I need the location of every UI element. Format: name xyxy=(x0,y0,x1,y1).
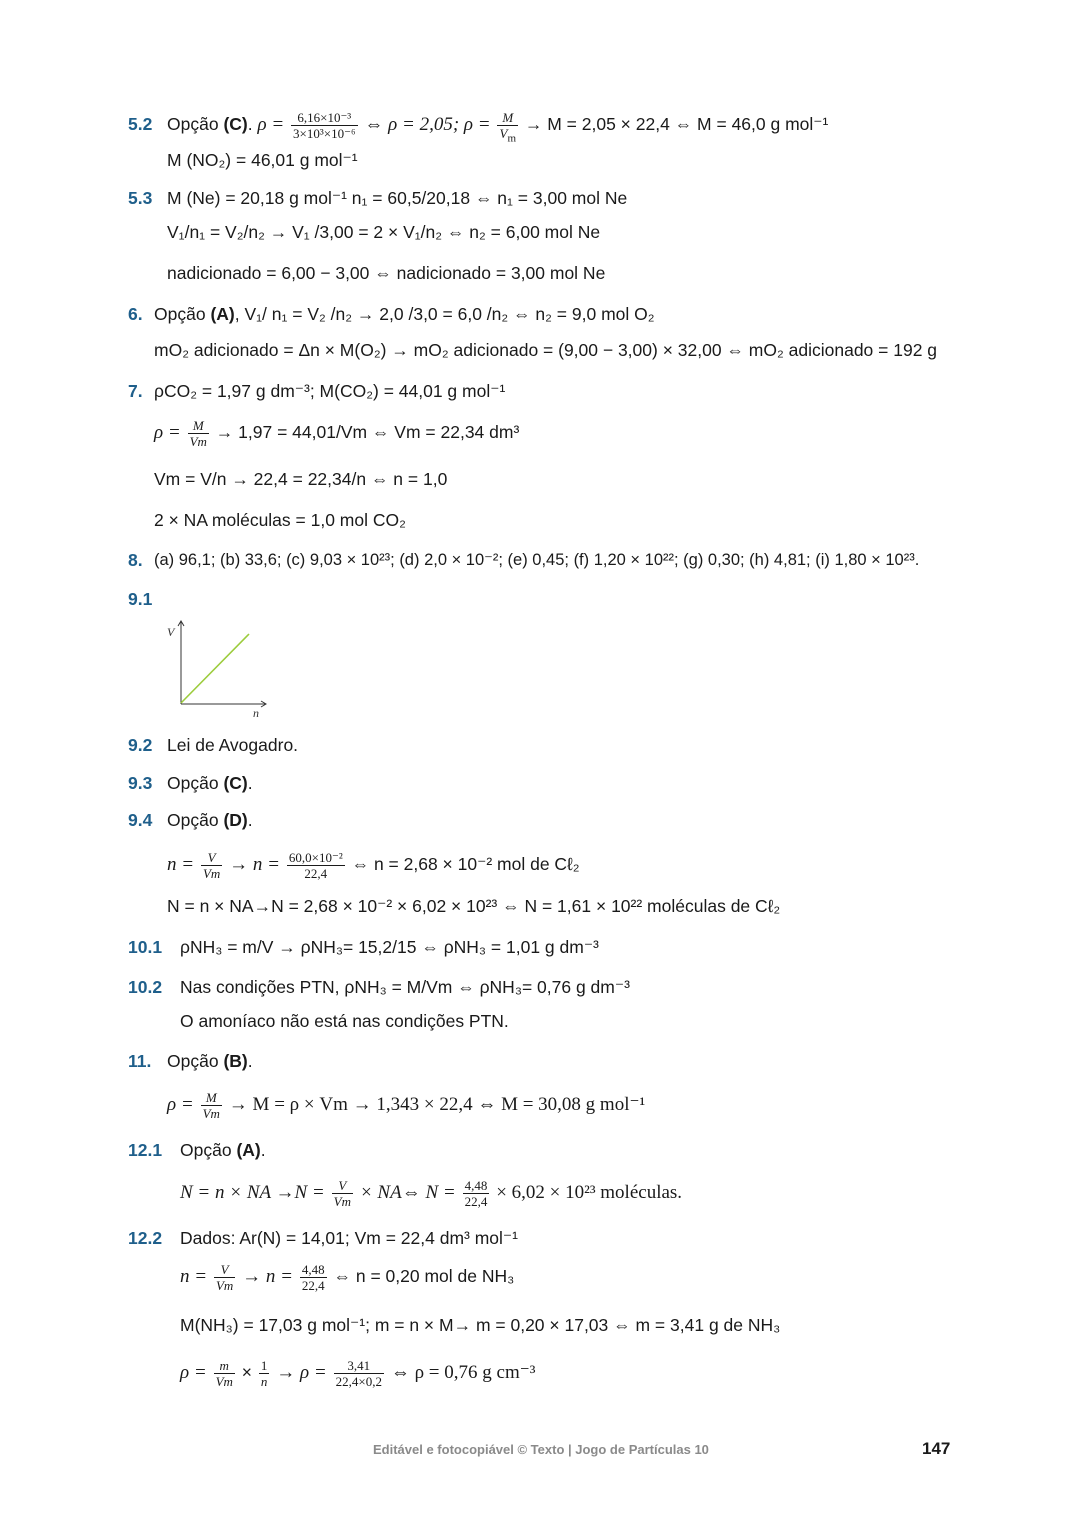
item-number: 12.1 xyxy=(128,1140,163,1160)
fraction: $\frac{\text{60,0×10⁻²}}{22,4}$ xyxy=(288,850,343,881)
y-axis-label: V xyxy=(167,625,175,639)
fraction: $\frac{1}{n}$ xyxy=(260,1358,268,1389)
item-number: 8. xyxy=(128,550,143,570)
item-number: 12.2 xyxy=(128,1228,163,1248)
item-number: 7. xyxy=(128,381,143,401)
item-number: 9.4 xyxy=(128,810,153,830)
fraction: $\frac{M}{V_m}$ xyxy=(499,110,516,145)
page-number: 147 xyxy=(922,1439,951,1458)
item-number: 6. xyxy=(128,304,143,324)
item-number: 9.1 xyxy=(128,589,153,609)
fraction: $\frac{m}{Vm}$ xyxy=(215,1358,233,1389)
fraction: $\frac{4,48}{22,4}$ xyxy=(464,1178,488,1209)
fraction: $\frac{4,48}{22,4}$ xyxy=(301,1262,325,1293)
item-number: 11. xyxy=(128,1051,152,1071)
fraction: $\frac{V}{Vm}$ xyxy=(215,1262,234,1293)
footer-credit: Editável e fotocopiável © Texto | Jogo de Partículas 10 xyxy=(373,1442,709,1457)
item-number: 9.2 xyxy=(128,735,153,755)
fraction: $\frac{V}{Vm}$ xyxy=(333,1178,351,1209)
item-number: 10.2 xyxy=(128,977,163,997)
fraction: $\frac{3,41}{22,4\times 0,2}$ xyxy=(335,1358,382,1389)
fraction: $\frac{M}{Vm}$ xyxy=(189,418,207,449)
item-number: 10.1 xyxy=(128,937,163,957)
series-line xyxy=(181,634,249,703)
fraction: $\frac{\text{6,16×10⁻³}}{\text{3×10³×10⁻⁶}}$ xyxy=(293,110,356,141)
item-text: Opção (C). ρ = $\frac{\text{6,16×10⁻³}}{\text{3×10³×10⁻⁶}}$ ⇔ ρ = 2,05; ρ = $\frac{M}{V_m}$ → M = 2,05 × 22,4 ⇔ M = 46,0 g mol⁻¹ xyxy=(167,110,829,145)
fraction: $\frac{M}{Vm}$ xyxy=(202,1090,220,1121)
x-axis-label: n xyxy=(253,706,259,720)
volume-vs-moles-chart xyxy=(160,612,280,722)
item-number: 5.2 xyxy=(128,114,153,134)
item-number: 9.3 xyxy=(128,773,153,793)
fraction: $\frac{V}{Vm}$ xyxy=(202,850,221,881)
item-number: 5.3 xyxy=(128,188,153,208)
